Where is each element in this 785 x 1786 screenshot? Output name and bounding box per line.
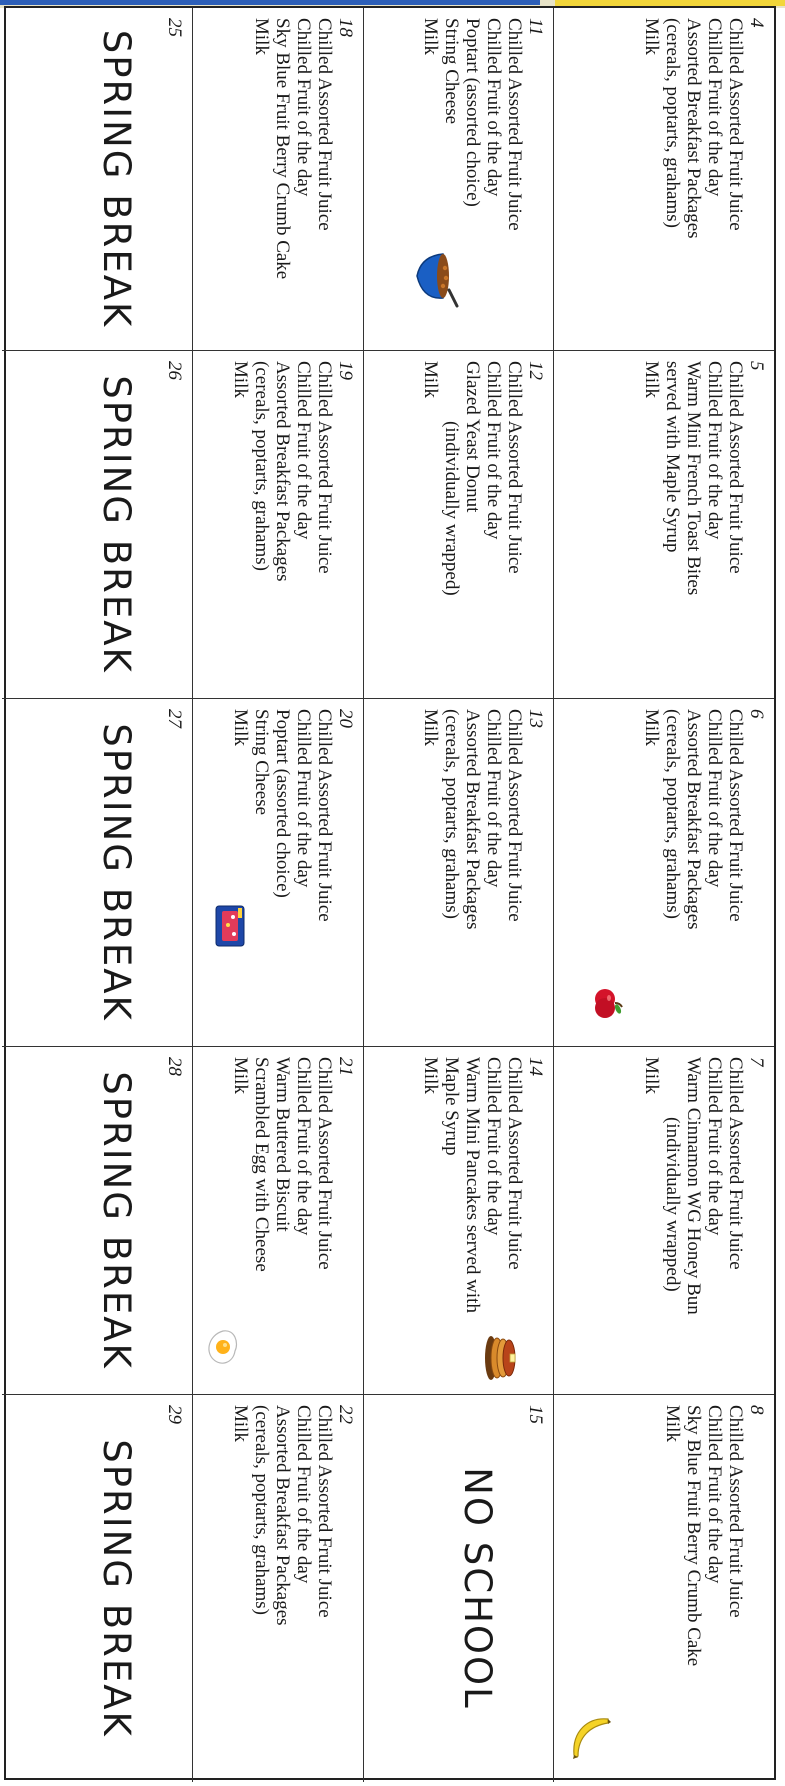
- no-school-label: NO SCHOOL: [456, 1467, 499, 1710]
- day-cell: [363, 1395, 553, 1782]
- spring-break-label: SPRING BREAK: [95, 29, 138, 329]
- menu-line: (individually wrapped): [441, 421, 462, 596]
- menu-line: Milk: [420, 361, 441, 398]
- day-cell: [192, 1395, 363, 1782]
- apple-icon: [590, 987, 624, 1021]
- menu-line: Chilled Fruit of the day: [293, 361, 314, 540]
- menu-line: Milk: [230, 1405, 251, 1442]
- day-number: 11: [525, 18, 546, 36]
- menu-line: Poptart (assorted choice): [272, 709, 293, 898]
- menu-line: Milk: [641, 709, 662, 746]
- day-cell: [2, 1395, 192, 1782]
- day-number: 25: [164, 18, 185, 37]
- day-cell: [553, 699, 774, 1047]
- day-cell: [192, 1047, 363, 1395]
- menu-line: Chilled Fruit of the day: [704, 18, 725, 197]
- menu-line: Milk: [230, 361, 251, 398]
- day-cell: [553, 351, 774, 699]
- menu-line: (cereals, poptarts, grahams): [441, 709, 462, 919]
- menu-line: Chilled Fruit of the day: [483, 1057, 504, 1236]
- fried-egg-icon: [203, 1325, 243, 1369]
- day-cell: [192, 699, 363, 1047]
- menu-line: Milk: [641, 18, 662, 55]
- day-number: 15: [525, 1405, 546, 1424]
- menu-line: Chilled Assorted Fruit Juice: [504, 18, 525, 231]
- menu-line: Chilled Assorted Fruit Juice: [725, 1405, 746, 1618]
- menu-line: Maple Syrup: [441, 1057, 462, 1156]
- menu-line: Chilled Fruit of the day: [704, 1057, 725, 1236]
- menu-line: Assorted Breakfast Packages: [272, 1405, 293, 1626]
- menu-line: Chilled Fruit of the day: [293, 1057, 314, 1236]
- day-cell: [363, 699, 553, 1047]
- menu-line: Warm Cinnamon WG Honey Bun: [683, 1057, 704, 1315]
- menu-line: Warm Buttered Biscuit: [272, 1057, 293, 1232]
- header-blue-stripe: [0, 0, 540, 5]
- menu-line: Milk: [420, 1057, 441, 1094]
- day-number: 7: [746, 1057, 767, 1067]
- menu-line: served with Maple Syrup: [662, 361, 683, 553]
- day-number: 13: [525, 709, 546, 728]
- menu-line: Milk: [420, 18, 441, 55]
- menu-line: String Cheese: [441, 18, 462, 125]
- day-cell: [2, 351, 192, 699]
- menu-line: (cereals, poptarts, grahams): [251, 361, 272, 571]
- menu-line: Chilled Fruit of the day: [293, 1405, 314, 1584]
- menu-line: Milk: [662, 1405, 683, 1442]
- banana-icon: [566, 1713, 614, 1763]
- spring-break-label: SPRING BREAK: [95, 375, 138, 674]
- menu-line: (cereals, poptarts, grahams): [662, 709, 683, 919]
- spring-break-label: SPRING BREAK: [95, 723, 138, 1022]
- menu-line: Warm Mini French Toast Bites: [683, 361, 704, 596]
- menu-line: Chilled Fruit of the day: [483, 361, 504, 540]
- breakfast-menu-calendar: [4, 6, 776, 1780]
- day-cell: [363, 351, 553, 699]
- cereal-bowl-icon: [413, 248, 459, 308]
- menu-line: Chilled Fruit of the day: [483, 18, 504, 197]
- menu-line: Milk: [230, 1057, 251, 1094]
- menu-line: Sky Blue Fruit Berry Crumb Cake: [683, 1405, 704, 1667]
- menu-line: Chilled Fruit of the day: [483, 709, 504, 888]
- menu-line: Scrambled Egg with Cheese: [251, 1057, 272, 1272]
- menu-line: (cereals, poptarts, grahams): [662, 18, 683, 228]
- day-cell: [553, 8, 774, 351]
- menu-line: Chilled Fruit of the day: [704, 361, 725, 540]
- day-number: 14: [525, 1057, 546, 1076]
- day-number: 22: [335, 1405, 356, 1424]
- day-number: 28: [164, 1057, 185, 1076]
- menu-line: (cereals, poptarts, grahams): [251, 1405, 272, 1615]
- menu-line: Warm Mini Pancakes served with: [462, 1057, 483, 1313]
- menu-line: (individually wrapped): [662, 1117, 683, 1292]
- day-number: 19: [335, 361, 356, 380]
- spring-break-label: SPRING BREAK: [95, 1071, 138, 1370]
- day-cell: [2, 8, 192, 351]
- day-number: 26: [164, 361, 185, 380]
- day-number: 21: [335, 1057, 356, 1076]
- menu-line: Sky Blue Fruit Berry Crumb Cake: [272, 18, 293, 280]
- menu-line: Chilled Assorted Fruit Juice: [725, 18, 746, 231]
- day-number: 4: [746, 18, 767, 28]
- menu-line: Assorted Breakfast Packages: [683, 709, 704, 930]
- day-number: 29: [164, 1405, 185, 1424]
- menu-line: Chilled Assorted Fruit Juice: [314, 709, 335, 922]
- menu-line: Chilled Assorted Fruit Juice: [314, 361, 335, 574]
- day-cell: [192, 351, 363, 699]
- menu-calendar-stage: [4, 6, 776, 1780]
- menu-line: Assorted Breakfast Packages: [272, 361, 293, 582]
- day-cell: [192, 8, 363, 351]
- menu-line: Milk: [641, 361, 662, 398]
- menu-line: Chilled Fruit of the day: [293, 18, 314, 197]
- day-cell: [363, 1047, 553, 1395]
- menu-line: Chilled Assorted Fruit Juice: [504, 361, 525, 574]
- menu-line: Assorted Breakfast Packages: [462, 709, 483, 930]
- menu-line: Chilled Assorted Fruit Juice: [314, 18, 335, 231]
- pancakes-icon: [483, 1333, 523, 1383]
- menu-line: Chilled Fruit of the day: [704, 1405, 725, 1584]
- menu-line: Chilled Assorted Fruit Juice: [725, 709, 746, 922]
- menu-line: String Cheese: [251, 709, 272, 816]
- menu-line: Assorted Breakfast Packages: [683, 18, 704, 239]
- menu-line: Glazed Yeast Donut: [462, 361, 483, 513]
- menu-line: Chilled Assorted Fruit Juice: [725, 361, 746, 574]
- menu-line: Chilled Assorted Fruit Juice: [314, 1057, 335, 1270]
- menu-line: Chilled Assorted Fruit Juice: [725, 1057, 746, 1270]
- poptart-icon: [215, 905, 245, 947]
- day-number: 18: [335, 18, 356, 37]
- menu-line: Chilled Fruit of the day: [704, 709, 725, 888]
- menu-line: Milk: [641, 1057, 662, 1094]
- day-number: 20: [335, 709, 356, 728]
- day-number: 5: [746, 361, 767, 371]
- day-cell: [553, 1395, 774, 1782]
- day-number: 12: [525, 361, 546, 380]
- menu-line: Chilled Assorted Fruit Juice: [314, 1405, 335, 1618]
- day-number: 6: [746, 709, 767, 719]
- menu-line: Chilled Assorted Fruit Juice: [504, 709, 525, 922]
- menu-line: Milk: [251, 18, 272, 55]
- menu-line: Chilled Assorted Fruit Juice: [504, 1057, 525, 1270]
- day-cell: [2, 699, 192, 1047]
- spring-break-label: SPRING BREAK: [95, 1439, 138, 1738]
- day-number: 27: [164, 709, 185, 728]
- menu-line: Poptart (assorted choice): [462, 18, 483, 207]
- day-cell: [553, 1047, 774, 1395]
- day-number: 8: [746, 1405, 767, 1415]
- menu-line: Milk: [230, 709, 251, 746]
- menu-line: Chilled Fruit of the day: [293, 709, 314, 888]
- day-cell: [363, 8, 553, 351]
- day-cell: [2, 1047, 192, 1395]
- menu-line: Milk: [420, 709, 441, 746]
